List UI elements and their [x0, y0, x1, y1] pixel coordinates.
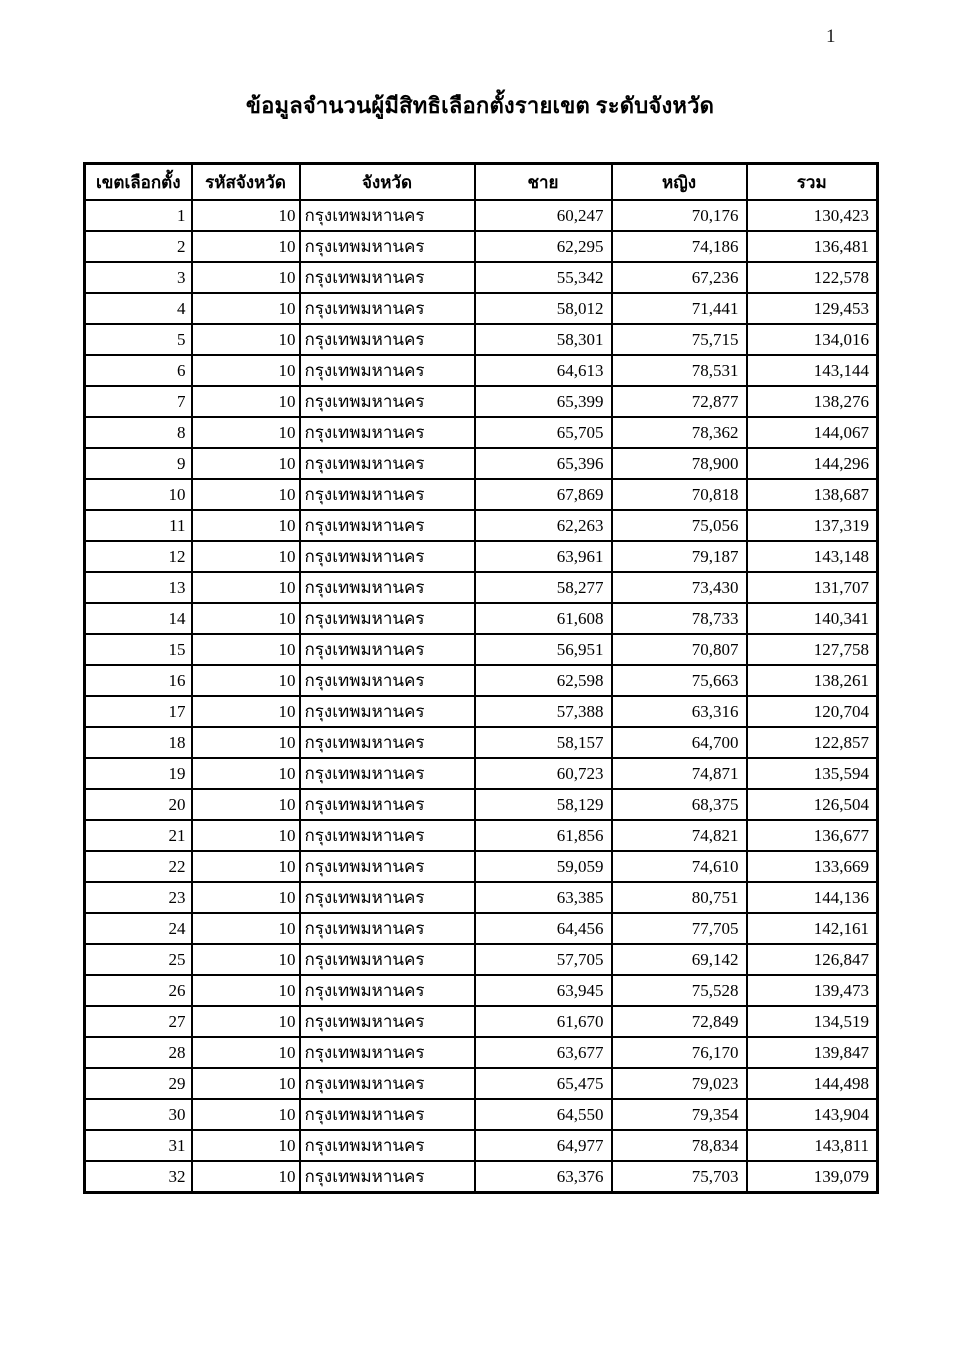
cell-female: 73,430 [612, 572, 747, 603]
cell-female: 79,023 [612, 1068, 747, 1099]
cell-province: กรุงเทพมหานคร [300, 789, 475, 820]
cell-male: 63,376 [475, 1161, 612, 1193]
table-row [85, 1068, 878, 1099]
header-male: ชาย [475, 164, 612, 201]
table-row [85, 634, 878, 665]
cell-district: 13 [85, 572, 192, 603]
cell-province: กรุงเทพมหานคร [300, 386, 475, 417]
cell-province-code: 10 [192, 913, 300, 944]
cell-province-code: 10 [192, 789, 300, 820]
page-number: 1 [826, 26, 836, 47]
cell-female: 78,362 [612, 417, 747, 448]
table-body [85, 200, 878, 1193]
cell-female: 78,531 [612, 355, 747, 386]
cell-district: 30 [85, 1099, 192, 1130]
cell-female: 74,186 [612, 231, 747, 262]
cell-total: 122,578 [747, 262, 878, 293]
cell-district: 22 [85, 851, 192, 882]
cell-male: 62,295 [475, 231, 612, 262]
cell-province: กรุงเทพมหานคร [300, 913, 475, 944]
cell-total: 143,904 [747, 1099, 878, 1130]
cell-male: 56,951 [475, 634, 612, 665]
cell-total: 144,498 [747, 1068, 878, 1099]
cell-total: 122,857 [747, 727, 878, 758]
cell-male: 64,456 [475, 913, 612, 944]
cell-total: 138,687 [747, 479, 878, 510]
cell-total: 129,453 [747, 293, 878, 324]
cell-province: กรุงเทพมหานคร [300, 1037, 475, 1068]
table-row [85, 1099, 878, 1130]
table-row [85, 665, 878, 696]
voters-table [83, 162, 879, 1194]
cell-province-code: 10 [192, 1037, 300, 1068]
table-row [85, 913, 878, 944]
table-row [85, 820, 878, 851]
cell-district: 11 [85, 510, 192, 541]
cell-province: กรุงเทพมหานคร [300, 665, 475, 696]
cell-district: 23 [85, 882, 192, 913]
cell-total: 144,296 [747, 448, 878, 479]
cell-female: 80,751 [612, 882, 747, 913]
cell-male: 61,670 [475, 1006, 612, 1037]
table-row [85, 851, 878, 882]
cell-province: กรุงเทพมหานคร [300, 851, 475, 882]
cell-male: 63,961 [475, 541, 612, 572]
cell-province-code: 10 [192, 541, 300, 572]
cell-total: 135,594 [747, 758, 878, 789]
table-row [85, 293, 878, 324]
cell-female: 75,056 [612, 510, 747, 541]
table-row [85, 479, 878, 510]
table-row [85, 758, 878, 789]
cell-province-code: 10 [192, 448, 300, 479]
table-row [85, 1037, 878, 1068]
cell-province-code: 10 [192, 758, 300, 789]
header-row [85, 164, 878, 201]
voters-table-header [85, 164, 878, 201]
cell-province: กรุงเทพมหานคร [300, 231, 475, 262]
cell-female: 74,821 [612, 820, 747, 851]
cell-female: 75,703 [612, 1161, 747, 1193]
cell-district: 3 [85, 262, 192, 293]
table-row [85, 448, 878, 479]
cell-district: 9 [85, 448, 192, 479]
table-row [85, 944, 878, 975]
cell-province: กรุงเทพมหานคร [300, 882, 475, 913]
cell-province: กรุงเทพมหานคร [300, 727, 475, 758]
cell-province-code: 10 [192, 727, 300, 758]
cell-district: 16 [85, 665, 192, 696]
cell-province-code: 10 [192, 975, 300, 1006]
cell-male: 58,129 [475, 789, 612, 820]
cell-total: 136,481 [747, 231, 878, 262]
cell-female: 75,715 [612, 324, 747, 355]
cell-province-code: 10 [192, 1161, 300, 1193]
table-row [85, 727, 878, 758]
cell-male: 64,977 [475, 1130, 612, 1161]
cell-total: 139,473 [747, 975, 878, 1006]
cell-total: 134,016 [747, 324, 878, 355]
cell-province-code: 10 [192, 1130, 300, 1161]
cell-female: 68,375 [612, 789, 747, 820]
cell-total: 134,519 [747, 1006, 878, 1037]
table-row [85, 789, 878, 820]
cell-district: 1 [85, 200, 192, 231]
cell-male: 62,598 [475, 665, 612, 696]
cell-province-code: 10 [192, 355, 300, 386]
cell-female: 76,170 [612, 1037, 747, 1068]
cell-female: 67,236 [612, 262, 747, 293]
cell-male: 57,388 [475, 696, 612, 727]
cell-province-code: 10 [192, 696, 300, 727]
cell-total: 133,669 [747, 851, 878, 882]
cell-male: 63,677 [475, 1037, 612, 1068]
table-row [85, 882, 878, 913]
table-row [85, 1161, 878, 1193]
table-row [85, 355, 878, 386]
cell-female: 71,441 [612, 293, 747, 324]
cell-district: 15 [85, 634, 192, 665]
cell-male: 58,157 [475, 727, 612, 758]
cell-province: กรุงเทพมหานคร [300, 975, 475, 1006]
cell-district: 5 [85, 324, 192, 355]
cell-province-code: 10 [192, 293, 300, 324]
cell-district: 7 [85, 386, 192, 417]
table-row [85, 417, 878, 448]
cell-district: 28 [85, 1037, 192, 1068]
cell-male: 65,399 [475, 386, 612, 417]
cell-province-code: 10 [192, 386, 300, 417]
table-row [85, 541, 878, 572]
cell-district: 24 [85, 913, 192, 944]
cell-province: กรุงเทพมหานคร [300, 1006, 475, 1037]
cell-province: กรุงเทพมหานคร [300, 262, 475, 293]
cell-female: 79,354 [612, 1099, 747, 1130]
cell-district: 21 [85, 820, 192, 851]
cell-total: 140,341 [747, 603, 878, 634]
cell-female: 64,700 [612, 727, 747, 758]
cell-district: 10 [85, 479, 192, 510]
table-row [85, 262, 878, 293]
cell-male: 67,869 [475, 479, 612, 510]
cell-province-code: 10 [192, 510, 300, 541]
cell-total: 139,847 [747, 1037, 878, 1068]
cell-female: 70,807 [612, 634, 747, 665]
cell-total: 120,704 [747, 696, 878, 727]
cell-province-code: 10 [192, 262, 300, 293]
cell-male: 62,263 [475, 510, 612, 541]
cell-total: 126,504 [747, 789, 878, 820]
cell-district: 26 [85, 975, 192, 1006]
cell-female: 78,900 [612, 448, 747, 479]
cell-district: 4 [85, 293, 192, 324]
table-row [85, 1130, 878, 1161]
cell-district: 2 [85, 231, 192, 262]
cell-female: 69,142 [612, 944, 747, 975]
cell-district: 27 [85, 1006, 192, 1037]
cell-province: กรุงเทพมหานคร [300, 696, 475, 727]
cell-district: 32 [85, 1161, 192, 1193]
cell-province: กรุงเทพมหานคร [300, 1099, 475, 1130]
cell-male: 61,856 [475, 820, 612, 851]
cell-male: 65,475 [475, 1068, 612, 1099]
cell-total: 131,707 [747, 572, 878, 603]
cell-province-code: 10 [192, 572, 300, 603]
cell-province: กรุงเทพมหานคร [300, 355, 475, 386]
table-row [85, 603, 878, 634]
cell-total: 143,148 [747, 541, 878, 572]
cell-province-code: 10 [192, 882, 300, 913]
header-province: จังหวัด [300, 164, 475, 201]
cell-province-code: 10 [192, 479, 300, 510]
cell-male: 61,608 [475, 603, 612, 634]
cell-province-code: 10 [192, 944, 300, 975]
cell-female: 72,877 [612, 386, 747, 417]
cell-female: 78,834 [612, 1130, 747, 1161]
cell-province-code: 10 [192, 603, 300, 634]
cell-total: 144,136 [747, 882, 878, 913]
cell-district: 8 [85, 417, 192, 448]
cell-total: 127,758 [747, 634, 878, 665]
cell-province: กรุงเทพมหานคร [300, 324, 475, 355]
cell-province: กรุงเทพมหานคร [300, 200, 475, 231]
cell-district: 12 [85, 541, 192, 572]
cell-district: 14 [85, 603, 192, 634]
cell-male: 55,342 [475, 262, 612, 293]
header-district: เขตเลือกตั้ง [85, 164, 192, 201]
header-total: รวม [747, 164, 878, 201]
cell-province-code: 10 [192, 1068, 300, 1099]
cell-province-code: 10 [192, 417, 300, 448]
cell-total: 143,144 [747, 355, 878, 386]
cell-province: กรุงเทพมหานคร [300, 417, 475, 448]
header-female: หญิง [612, 164, 747, 201]
cell-district: 29 [85, 1068, 192, 1099]
cell-district: 18 [85, 727, 192, 758]
cell-male: 58,277 [475, 572, 612, 603]
cell-province-code: 10 [192, 665, 300, 696]
cell-female: 72,849 [612, 1006, 747, 1037]
cell-female: 79,187 [612, 541, 747, 572]
cell-total: 136,677 [747, 820, 878, 851]
cell-total: 138,276 [747, 386, 878, 417]
cell-female: 75,663 [612, 665, 747, 696]
cell-male: 64,613 [475, 355, 612, 386]
cell-male: 57,705 [475, 944, 612, 975]
cell-province: กรุงเทพมหานคร [300, 758, 475, 789]
cell-female: 75,528 [612, 975, 747, 1006]
cell-total: 144,067 [747, 417, 878, 448]
cell-province-code: 10 [192, 324, 300, 355]
cell-province-code: 10 [192, 1099, 300, 1130]
cell-district: 20 [85, 789, 192, 820]
cell-female: 63,316 [612, 696, 747, 727]
table-row [85, 1006, 878, 1037]
cell-district: 25 [85, 944, 192, 975]
cell-total: 138,261 [747, 665, 878, 696]
cell-province: กรุงเทพมหานคร [300, 510, 475, 541]
cell-province: กรุงเทพมหานคร [300, 634, 475, 665]
cell-district: 19 [85, 758, 192, 789]
cell-total: 130,423 [747, 200, 878, 231]
cell-female: 78,733 [612, 603, 747, 634]
cell-district: 17 [85, 696, 192, 727]
cell-female: 74,871 [612, 758, 747, 789]
cell-total: 139,079 [747, 1161, 878, 1193]
cell-male: 59,059 [475, 851, 612, 882]
cell-male: 60,247 [475, 200, 612, 231]
cell-male: 60,723 [475, 758, 612, 789]
cell-province-code: 10 [192, 820, 300, 851]
cell-province: กรุงเทพมหานคร [300, 603, 475, 634]
cell-district: 6 [85, 355, 192, 386]
cell-province: กรุงเทพมหานคร [300, 541, 475, 572]
table-row [85, 572, 878, 603]
cell-province-code: 10 [192, 851, 300, 882]
cell-male: 58,301 [475, 324, 612, 355]
header-province-code: รหัสจังหวัด [192, 164, 300, 201]
cell-province: กรุงเทพมหานคร [300, 944, 475, 975]
cell-male: 65,705 [475, 417, 612, 448]
cell-male: 63,385 [475, 882, 612, 913]
table-row [85, 324, 878, 355]
cell-total: 142,161 [747, 913, 878, 944]
page-title: ข้อมูลจำนวนผู้มีสิทธิเลือกตั้งรายเขต ระดับจังหวัด [245, 93, 715, 118]
cell-female: 74,610 [612, 851, 747, 882]
cell-province-code: 10 [192, 200, 300, 231]
table-row [85, 200, 878, 231]
cell-province: กรุงเทพมหานคร [300, 293, 475, 324]
cell-province: กรุงเทพมหานคร [300, 1130, 475, 1161]
cell-province: กรุงเทพมหานคร [300, 820, 475, 851]
table-row [85, 975, 878, 1006]
cell-province-code: 10 [192, 231, 300, 262]
cell-district: 31 [85, 1130, 192, 1161]
cell-female: 77,705 [612, 913, 747, 944]
table-row [85, 696, 878, 727]
cell-male: 64,550 [475, 1099, 612, 1130]
table-row [85, 510, 878, 541]
table-row [85, 231, 878, 262]
cell-province: กรุงเทพมหานคร [300, 1068, 475, 1099]
cell-male: 63,945 [475, 975, 612, 1006]
cell-province: กรุงเทพมหานคร [300, 448, 475, 479]
cell-total: 143,811 [747, 1130, 878, 1161]
cell-total: 137,319 [747, 510, 878, 541]
cell-province: กรุงเทพมหานคร [300, 479, 475, 510]
cell-province: กรุงเทพมหานคร [300, 1161, 475, 1193]
cell-province: กรุงเทพมหานคร [300, 572, 475, 603]
cell-female: 70,176 [612, 200, 747, 231]
table-row [85, 386, 878, 417]
cell-male: 58,012 [475, 293, 612, 324]
cell-female: 70,818 [612, 479, 747, 510]
cell-province-code: 10 [192, 634, 300, 665]
cell-male: 65,396 [475, 448, 612, 479]
cell-province-code: 10 [192, 1006, 300, 1037]
cell-total: 126,847 [747, 944, 878, 975]
